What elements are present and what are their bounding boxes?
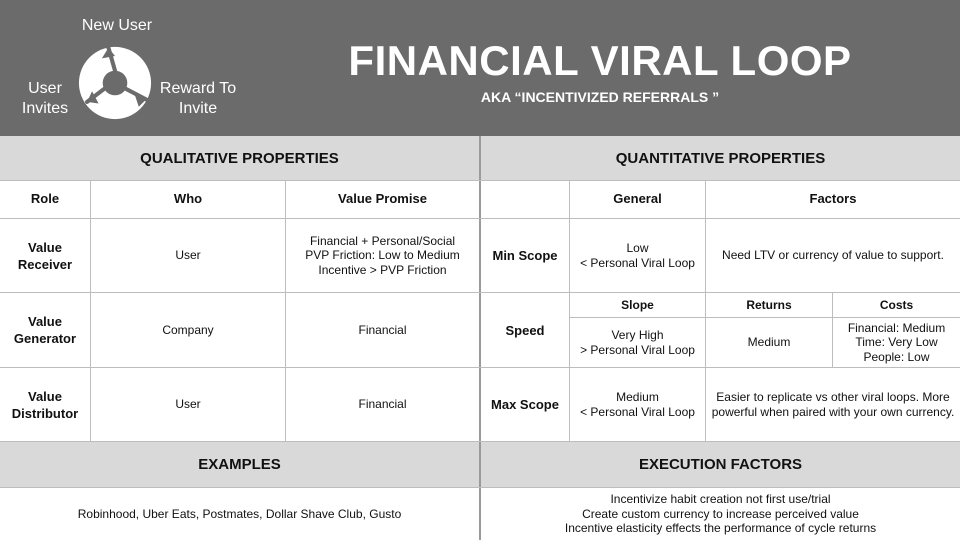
speed-returns-value: Medium [747,335,791,350]
max-scope-factors: Easier to replicate vs other viral loops. More powerful when paired with your own currency. [711,390,955,419]
column-header-blank [481,181,569,218]
max-scope-label: Max Scope [491,397,559,412]
page-title: FINANCIAL VIRAL LOOP [348,37,852,84]
max-scope-general: Medium < Personal Viral Loop [580,390,695,419]
column-header-factors: Factors [809,191,857,207]
speed-slope-value: Very High > Personal Viral Loop [580,328,695,357]
loop-label-new-user: New User [81,17,153,34]
execution-factors-list [481,488,960,540]
execution-factors-heading: EXECUTION FACTORS [481,442,960,487]
column-header-role: Role [30,191,60,207]
min-scope-label: Min Scope [492,248,558,263]
min-scope-general: Low < Personal Viral Loop [580,241,695,270]
execution-factor-item: Incentivize habit creation not first use/trial [610,492,831,507]
speed-subheader-returns: Returns [746,297,792,312]
page-subtitle: AKA “INCENTIVIZED REFERRALS ” [480,89,720,105]
divider [0,441,960,442]
loop-label-user-invites: User Invites [21,80,69,117]
quantitative-properties-heading: QUANTITATIVE PROPERTIES [481,136,960,180]
column-header-value-promise: Value Promise [338,191,427,207]
speed-subheader-costs: Costs [879,297,914,312]
value-promise-value-distributor: Financial [358,397,407,412]
speed-subheader-slope: Slope [621,297,654,312]
speed-costs-value: Financial: Medium Time: Very Low People: Low [847,320,946,364]
value-promise-value-generator: Financial [358,322,407,337]
header-banner [0,0,960,136]
circular-arrows-icon [74,42,156,124]
value-promise-value-receiver: Financial + Personal/Social PVP Friction: Low to Medium Incentive > PVP Friction [305,233,460,277]
speed-label: Speed [505,322,545,338]
who-value-receiver: User [175,248,201,263]
role-value-generator: Value Generator [13,314,77,346]
role-value-receiver: Value Receiver [17,239,73,272]
execution-factor-item: Incentive elasticity effects the performance of cycle returns [564,521,877,536]
role-value-distributor: Value Distributor [11,388,79,421]
column-header-general: General [613,191,662,207]
column-header-who: Who [173,191,203,207]
min-scope-factors: Need LTV or currency of value to support. [722,248,944,263]
who-value-generator: Company [162,322,214,337]
loop-label-reward-to-invite: Reward To Invite [159,80,237,117]
who-value-distributor: User [175,397,201,412]
execution-factor-item: Create custom currency to increase perceived value [582,506,859,521]
examples-text: Robinhood, Uber Eats, Postmates, Dollar Shave Club, Gusto [77,506,402,521]
qualitative-properties-heading: QUALITATIVE PROPERTIES [0,136,479,180]
examples-heading: EXAMPLES [0,442,479,487]
